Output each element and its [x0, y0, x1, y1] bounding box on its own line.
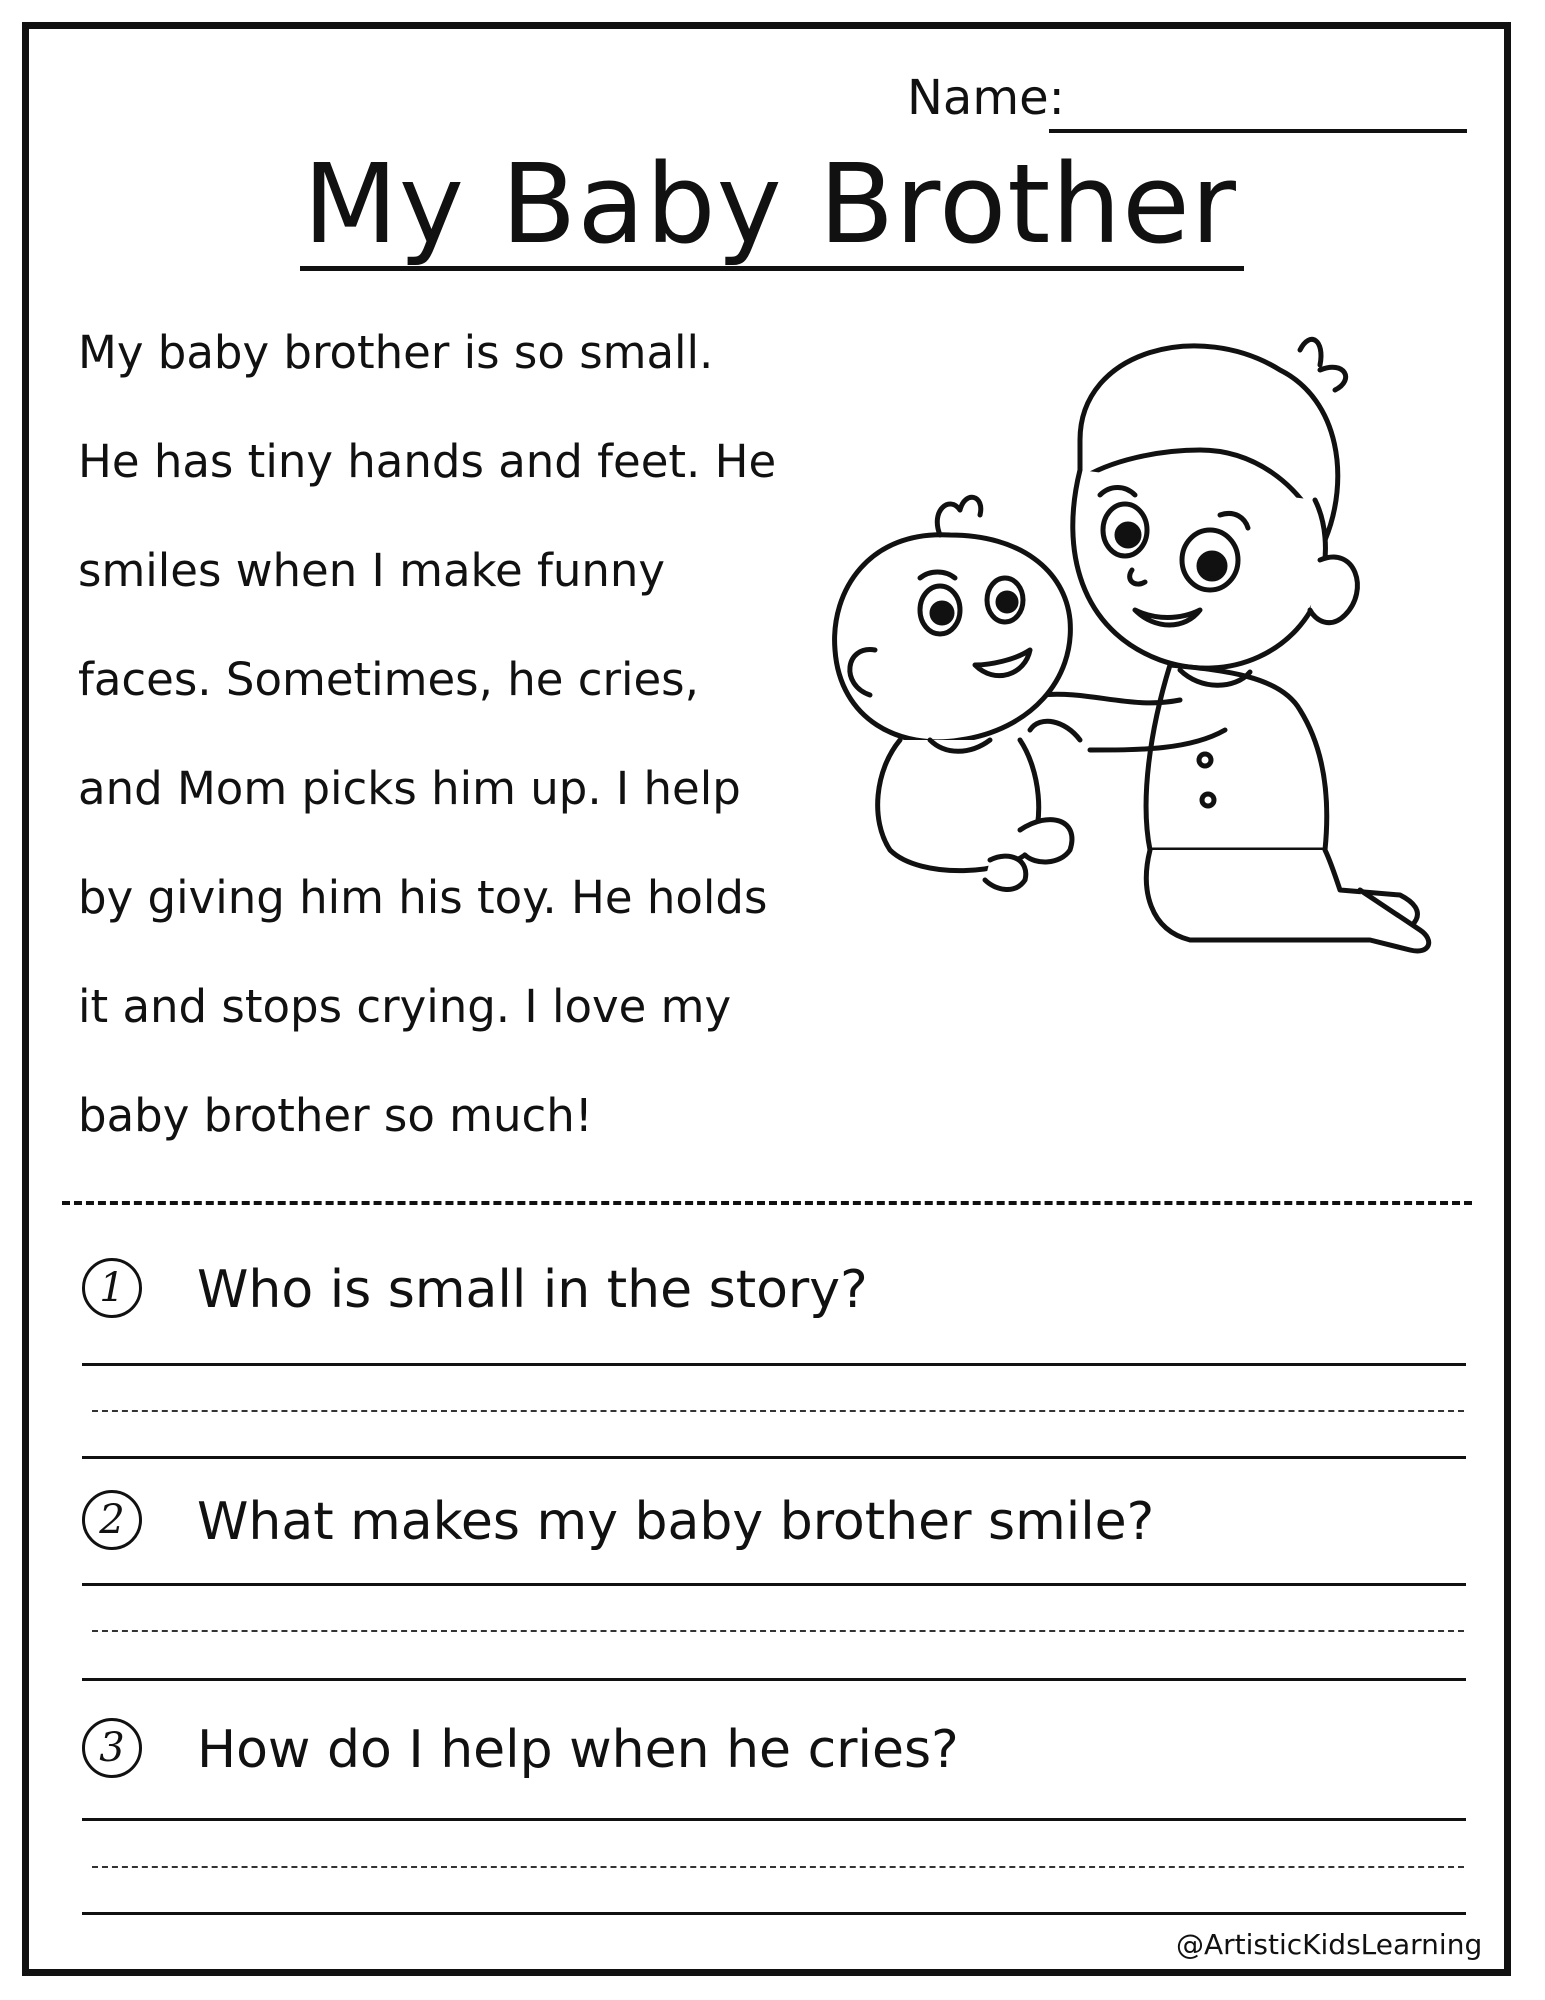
story-line: baby brother so much! [78, 1089, 593, 1142]
answer-line-1-base[interactable] [82, 1456, 1466, 1459]
older-boy-figure [1030, 339, 1429, 951]
baby-figure [835, 497, 1072, 889]
question-number-badge: 1 [82, 1258, 142, 1318]
name-label: Name: [907, 70, 1065, 126]
section-divider [62, 1201, 1472, 1205]
name-field[interactable] [1049, 129, 1467, 133]
story-line: He has tiny hands and feet. He [78, 435, 777, 488]
answer-line-3-mid [92, 1866, 1464, 1868]
title-underline [300, 266, 1244, 271]
answer-line-2-top[interactable] [82, 1583, 1466, 1586]
question-text: Who is small in the story? [197, 1260, 868, 1320]
question-3 [82, 1718, 1462, 1778]
story-line: and Mom picks him up. I help [78, 762, 741, 815]
story-line: by giving him his toy. He holds [78, 871, 768, 924]
answer-line-2-mid [92, 1630, 1464, 1632]
story-line: My baby brother is so small. [78, 326, 714, 379]
story-line: smiles when I make funny [78, 544, 666, 597]
story-line: faces. Sometimes, he cries, [78, 653, 699, 706]
question-1 [82, 1258, 1462, 1318]
question-text: How do I help when he cries? [197, 1720, 959, 1780]
story-passage [78, 298, 848, 1170]
answer-line-2-base[interactable] [82, 1678, 1466, 1681]
answer-line-3-base[interactable] [82, 1912, 1466, 1915]
answer-line-3-top[interactable] [82, 1818, 1466, 1821]
boy-and-baby-illustration [780, 330, 1460, 1030]
question-2 [82, 1490, 1462, 1550]
story-line: it and stops crying. I love my [78, 980, 732, 1033]
page-title: My Baby Brother [302, 140, 1238, 268]
answer-line-1-mid [92, 1410, 1464, 1412]
question-number-badge: 2 [82, 1490, 142, 1550]
credit-text: @ArtisticKidsLearning [1176, 1928, 1483, 1961]
question-number-badge: 3 [82, 1718, 142, 1778]
answer-line-1-top[interactable] [82, 1363, 1466, 1366]
question-text: What makes my baby brother smile? [197, 1492, 1155, 1552]
